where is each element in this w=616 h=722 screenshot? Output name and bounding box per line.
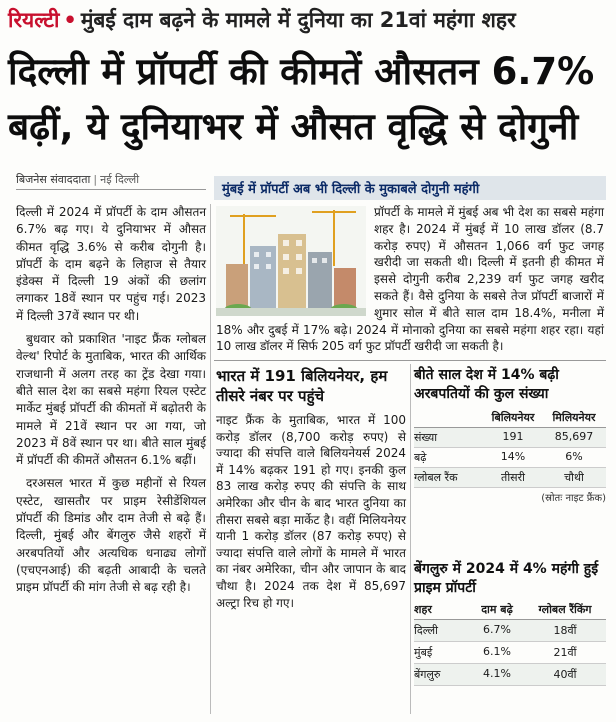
- table-header-cell: दाम बढ़े: [481, 603, 513, 616]
- table-cell: 6.7%: [483, 623, 511, 636]
- table-header-cell: ग्लोबल रैंकिंग: [538, 603, 592, 616]
- table-header-cell: [414, 410, 484, 425]
- kicker-line: [8, 6, 608, 40]
- table-cell: तीसरी: [501, 471, 525, 484]
- prime-property-box-title: बेंगलुरु में 2024 में 4% महंगी हुई प्राइम प्रॉपर्टी: [414, 561, 599, 596]
- billionaire-box-title: बीते साल देश में 14% बढ़ी अरबपतियों की कुल संख्या: [414, 367, 559, 402]
- table-row: [414, 620, 606, 642]
- mumbai-text: प्रॉपर्टी के मामले में मुंबई अब भी देश का सबसे महंगा शहर है। 2024 में मुंबई में 10 लाख डॉलर (8.7 करोड़ रुपए) में औसतन 1,066 वर्ग फुट जगह खरीदी जा सकती थी। दिल्ली में इतनी ही कीमत में इससे दोगुनी करीब 2,239 वर्ग फुट जगह खरीद सकते हैं। वैसे दुनिया के सबसे तेज प्रॉपर्टी बाजारों में शुमार सोल में बीते साल दाम 18.4%, मनीला में 18% और दुबई में 17% बढ़े। 2024 में मोनाको दुनिया का सबसे महंगा शहर रहा। यहां 10 लाख डॉलर में सिर्फ 205 वर्ग फुट प्रॉपर्टी खरीदी जा सकती है।: [216, 205, 604, 354]
- table-header: [414, 600, 606, 620]
- table-cell: 85,697: [554, 430, 594, 443]
- table-cell: 6.1%: [483, 645, 511, 658]
- byline: [16, 172, 206, 190]
- section-divider: [214, 360, 606, 361]
- column-divider: [410, 364, 411, 714]
- table-cell: बढ़े: [414, 451, 427, 464]
- headline: दिल्ली में प्रॉपर्टी की कीमतें औसतन 6.7% बढ़ीं, ये दुनियाभर में औसत वृद्धि से दोगुनी: [8, 50, 595, 148]
- table-header: [414, 408, 606, 428]
- byline-separator: |: [93, 173, 98, 186]
- table-cell: चौथी: [564, 471, 584, 484]
- table-row: [414, 428, 606, 448]
- article-paragraph: बुधवार को प्रकाशित 'नाइट फ्रैंक ग्लोबल वेल्थ' रिपोर्ट के मुताबिक, भारत की आर्थिक राजधानी में अलग तरह का ट्रेंड देखा गया। बीते साल देश का सबसे महंगा रियल एस्टेट मार्केट मुंबई प्रॉपर्टी की कीमतों में बढ़ोतरी के मामले में 21वें स्थान पर आ गया, जो 2023 में 8वें स्थान पर था। बीते साल मुंबई में प्रॉपर्टी की कीमतें औसतन 6.1% बढ़ीं।: [16, 332, 206, 468]
- article-paragraph: दरअसल भारत में कुछ महीनों से रियल एस्टेट, खासतौर पर प्राइम रेसीडेंशियल प्रॉपर्टी की डिमांड और दाम तेजी से बढ़े हैं। दिल्ली, मुंबई और बेंगलुरु जैसे शहरों में अरबपतियों और अत्यधिक धनाढ्य लोगों (एचएनआई) की बढ़ती आबादी के चलते प्राइम प्रॉपर्टी की मांग तेजी से बढ़ रही है।: [16, 476, 206, 595]
- table-cell: 14%: [500, 450, 526, 463]
- table-header-cell: शहर: [414, 603, 432, 616]
- table-cell: ग्लोबल रैंक: [414, 471, 458, 484]
- table-row: [414, 642, 606, 664]
- table-cell: 6%: [565, 450, 583, 463]
- reporter: बिजनेस संवाददाता: [16, 173, 91, 186]
- mumbai-section-body: [216, 204, 604, 355]
- section-kicker: रियल्टी: [8, 8, 60, 32]
- table-source: (स्रोतः नाइट फ्रैंक): [541, 493, 606, 504]
- billionaire-section-title: भारत में 191 बिलियनेयर, हम तीसरे नंबर पर पहुंचे: [216, 367, 388, 405]
- table-cell: मुंबई: [414, 646, 433, 659]
- table-header-cell: बिलियनेयर: [491, 411, 535, 424]
- table-cell: 40वीं: [553, 668, 577, 681]
- table-header-cell: मिलियनेयर: [552, 411, 596, 424]
- table-cell: 191: [502, 430, 524, 443]
- table-row: [414, 664, 606, 686]
- billionaire-table: [414, 408, 606, 504]
- table-cell: 4.1%: [483, 667, 511, 680]
- table-row: [414, 468, 606, 488]
- prime-property-table: [414, 600, 606, 686]
- table-row: [414, 448, 606, 468]
- skyline-illustration: [216, 206, 366, 316]
- dateline-city: नई दिल्ली: [100, 173, 140, 186]
- table-cell: संख्या: [414, 431, 438, 444]
- table-cell: 18वीं: [553, 624, 577, 637]
- column-divider: [210, 204, 211, 714]
- article-paragraph: दिल्ली में 2024 में प्रॉपर्टी के दाम औसतन 6.7% बढ़ गए। ये दुनियाभर में औसत कीमत वृद्धि 3.6% से करीब दोगुनी है। प्रॉपर्टी के दाम बढ़ने के लिहाज से तैयार इंडेक्स में दिल्ली 19 अंकों की छलांग लगाकर 18वें स्थान पर पहुंच गई। 2023 में दिल्ली 37वें स्थान पर थी।: [16, 205, 206, 323]
- kicker-bullet: •: [63, 8, 77, 32]
- table-cell: दिल्ली: [414, 624, 438, 637]
- table-cell: 21वीं: [553, 646, 577, 659]
- subtitle: मुंबई दाम बढ़ने के मामले में दुनिया का 21वां महंगा शहर: [80, 8, 516, 32]
- billionaire-section-body: नाइट फ्रैंक के मुताबिक, भारत में 100 करोड़ डॉलर (8,700 करोड़ रुपए) से ज्यादा की संपत्ति वाले बिलियनेयर्स 2024 में 14% बढ़कर 191 हो गए। इनकी कुल 83 लाख करोड़ रुपए की संपत्ति के साथ अमेरिका और चीन के बाद भारत दुनिया का तीसरा सबसे बड़ा मार्केट है। वहीं मिलियनेयर यानी 1 करोड़ डॉलर (87 करोड़ रुपए) से ज्यादा संपत्ति वाले लोगों के मामले में भारत का नंबर अमेरिका, चीन और जापान के बाद चौथा है। 2024 तक देश में 85,697 अल्ट्रा रिच हो गए।: [216, 413, 406, 610]
- table-cell: बेंगलुरु: [414, 668, 441, 681]
- mumbai-section-title: मुंबई में प्रॉपर्टी अब भी दिल्ली के मुकाबले दोगुनी महंगी: [214, 176, 606, 200]
- article-column: [16, 204, 206, 603]
